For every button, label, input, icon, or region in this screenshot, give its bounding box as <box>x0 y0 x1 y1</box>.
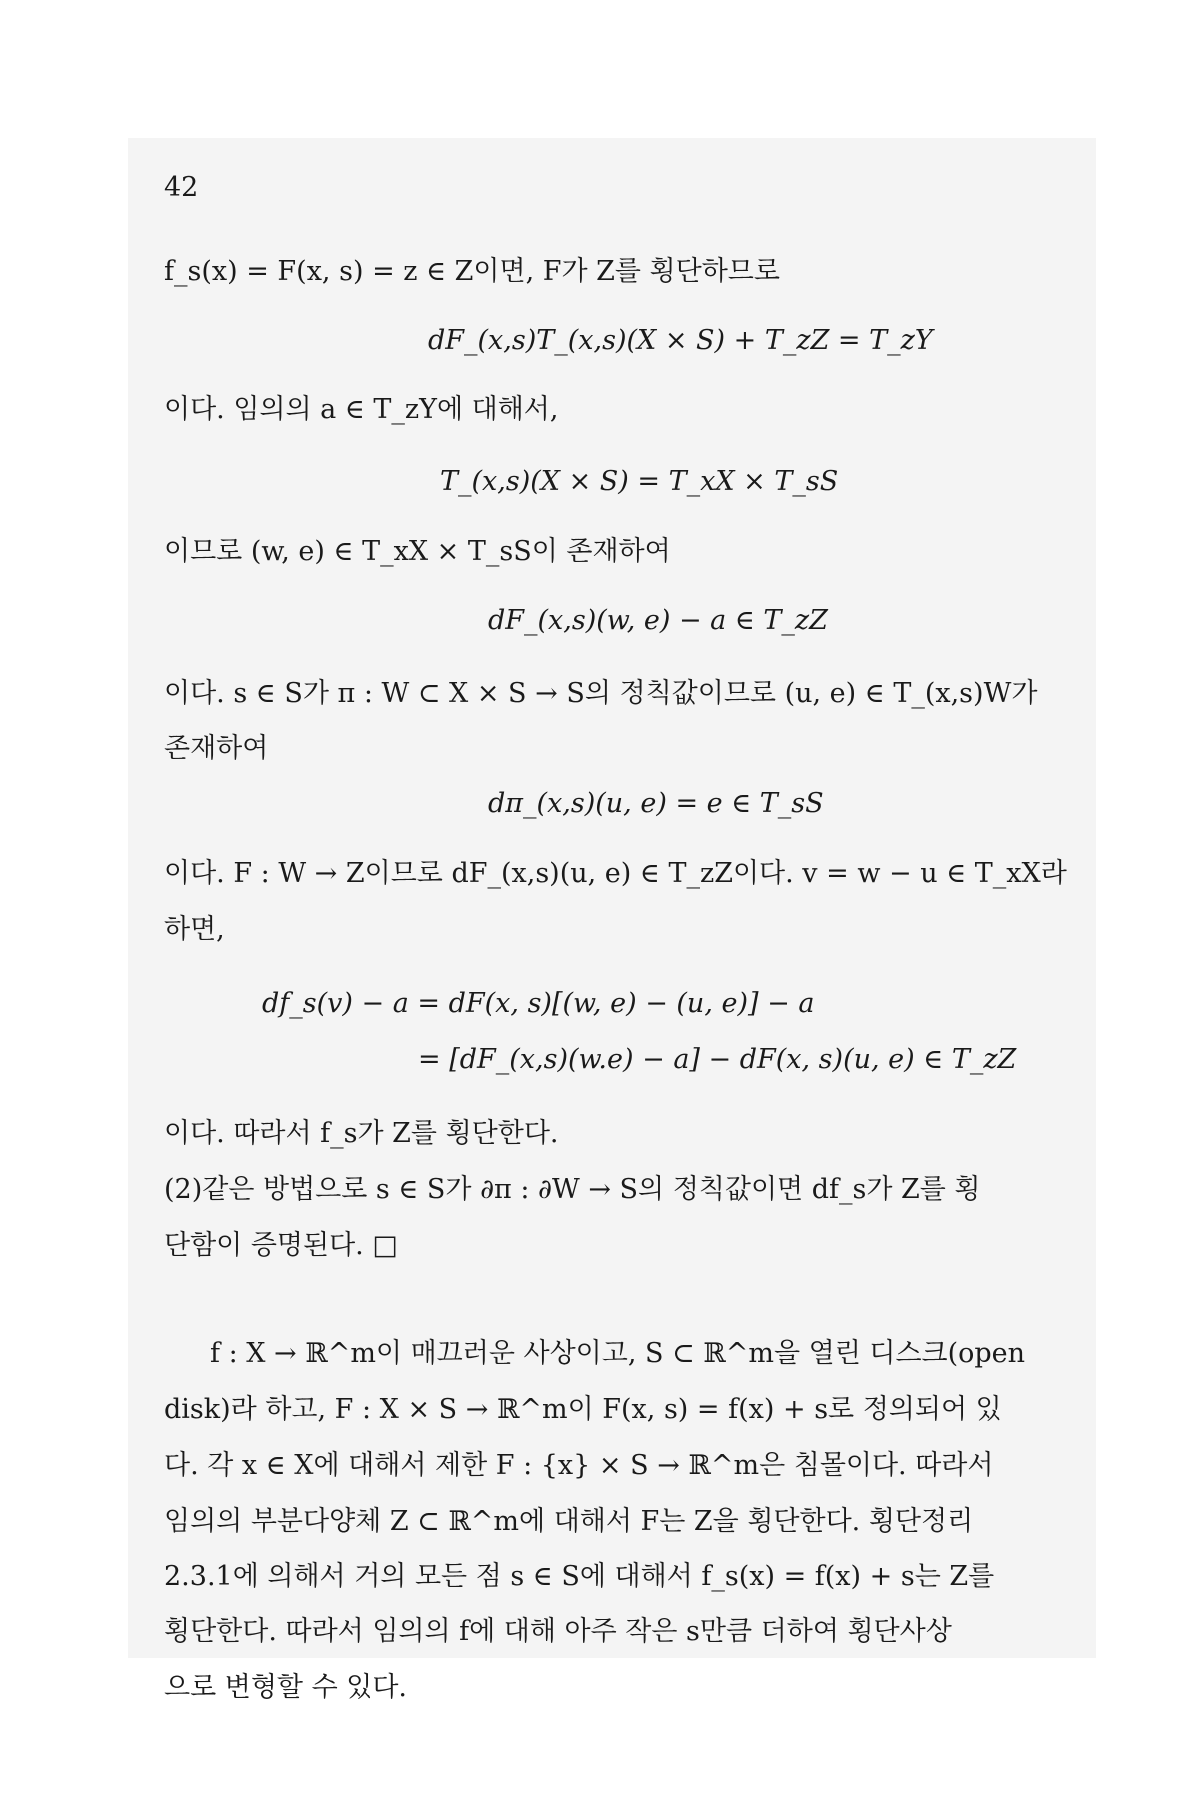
text-line: 이므로 (w, e) ∈ T_xX × T_sS이 존재하여 <box>164 536 671 567</box>
text-line: disk)라 하고, F : X × S → ℝ^m이 F(x, s) = f(x) + s로 정의되어 있 <box>164 1394 1002 1425</box>
text-line: 하면, <box>164 914 225 945</box>
text-line: 임의의 부분다양체 Z ⊂ ℝ^m에 대해서 F는 Z을 횡단한다. 횡단정리 <box>164 1506 974 1537</box>
text-line: 2.3.1에 의해서 거의 모든 점 s ∈ S에 대해서 f_s(x) = f(x) + s는 Z를 <box>164 1561 995 1592</box>
text-line: 으로 변형할 수 있다. <box>164 1672 407 1703</box>
page-background <box>128 138 1096 1658</box>
text-line: 존재하여 <box>164 733 269 764</box>
text-line: 이다. F : W → Z이므로 dF_(x,s)(u, e) ∈ T_zZ이다. v = w − u ∈ T_xX라 <box>164 858 1067 889</box>
aligned-equation-line-2: = [dF_(x,s)(w.e) − a] − dF(x, s)(u, e) ∈ T_zZ <box>418 1044 1017 1075</box>
aligned-equation-line-1: df_s(v) − a = dF(x, s)[(w, e) − (u, e)] − a <box>262 988 815 1019</box>
display-equation: T_(x,s)(X × S) = T_xX × T_sS <box>440 466 839 497</box>
text-line: f_s(x) = F(x, s) = z ∈ Z이면, F가 Z를 횡단하므로 <box>164 256 780 287</box>
display-equation: dπ_(x,s)(u, e) = e ∈ T_sS <box>488 788 824 819</box>
text-line: 단함이 증명된다. □ <box>164 1230 398 1261</box>
text-line: 이다. 임의의 a ∈ T_zY에 대해서, <box>164 394 559 425</box>
display-equation: dF_(x,s)T_(x,s)(X × S) + T_zZ = T_zY <box>428 325 933 356</box>
text-line: 다. 각 x ∈ X에 대해서 제한 F : {x} × S → ℝ^m은 침몰이다. 따라서 <box>164 1450 994 1481</box>
display-equation: dF_(x,s)(w, e) − a ∈ T_zZ <box>488 605 828 636</box>
text-line: 이다. 따라서 f_s가 Z를 횡단한다. <box>164 1118 559 1149</box>
text-line: (2)같은 방법으로 s ∈ S가 ∂π : ∂W → S의 정칙값이면 df_s가 Z를 횡 <box>164 1174 981 1205</box>
text-line: f : X → ℝ^m이 매끄러운 사상이고, S ⊂ ℝ^m을 열린 디스크(open <box>210 1338 1026 1369</box>
text-line: 이다. s ∈ S가 π : W ⊂ X × S → S의 정칙값이므로 (u, e) ∈ T_(x,s)W가 <box>164 678 1038 709</box>
text-line: 횡단한다. 따라서 임의의 f에 대해 아주 작은 s만큼 더하여 횡단사상 <box>164 1616 952 1647</box>
page-number: 42 <box>164 172 199 203</box>
